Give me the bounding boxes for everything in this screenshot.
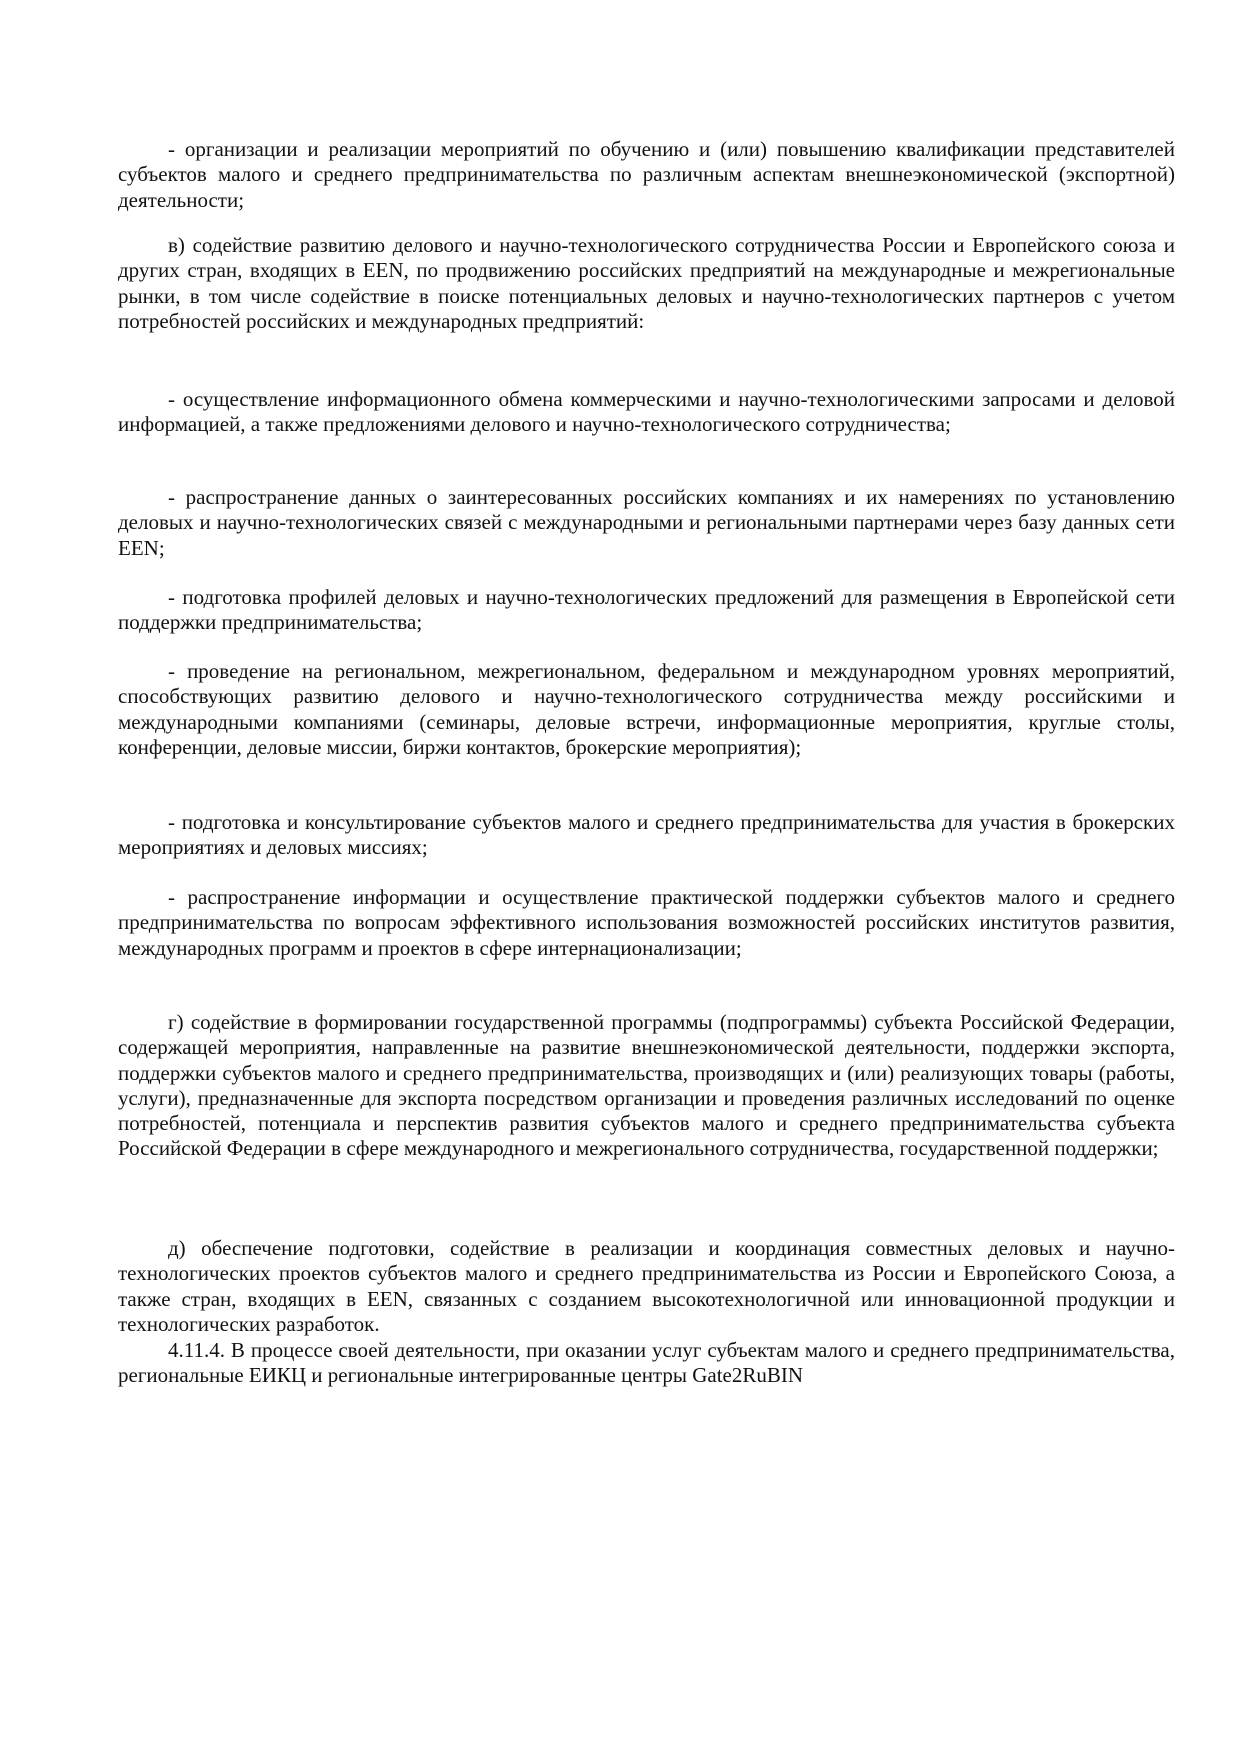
paragraph-info-exchange: - осуществление информационного обмена коммерческими и научно-технологическими запросами и деловой информацией, а также предложениями делового и научно-технологического сотрудничества;: [118, 387, 1175, 437]
paragraph-item-d: д) обеспечение подготовки, содействие в реализации и координация совместных деловых и научно-технологических проектов субъектов малого и среднего предпринимательства из России и Европейского Союза, а также стран, входящих в EEN, связанных с созданием высокотехнологичной или инновационной продукции и технологических разработок.: [118, 1236, 1175, 1336]
paragraph-training: - организации и реализации мероприятий по обучению и (или) повышению квалификации представителей субъектов малого и среднего предпринимательства по различным аспектам внешнеэкономической (экспортной) деятельности;: [118, 137, 1175, 212]
paragraph-item-g: г) содействие в формировании государственной программы (подпрограммы) субъекта Российской Федерации, содержащей мероприятия, направленные на развитие внешнеэкономической деятельности, поддержки экспорта, поддержки субъектов малого и среднего предпринимательства, производящих и (или) реализующих товары (работы, услуги), предназначенные для экспорта посредством организации и проведения различных исследований по оценке потребностей, потенциала и перспектив развития субъектов малого и среднего предпринимательства субъекта Российской Федерации в сфере международного и межрегионального сотрудничества, государственной поддержки;: [118, 1010, 1175, 1161]
paragraph-support: - распространение информации и осуществление практической поддержки субъектов малого и среднего предпринимательства по вопросам эффективного использования возможностей российских институтов развития, международных программ и проектов в сфере интернационализации;: [118, 885, 1175, 960]
paragraph-section-4-11-4: 4.11.4. В процессе своей деятельности, при оказании услуг субъектам малого и среднего предпринимательства, региональные ЕИКЦ и региональные интегрированные центры Gate2RuBIN: [118, 1338, 1175, 1388]
paragraph-data-distribution: - распространение данных о заинтересованных российских компаниях и их намерениях по установлению деловых и научно-технологических связей с международными и региональными партнерами через базу данных сети EEN;: [118, 485, 1175, 560]
paragraph-profiles: - подготовка профилей деловых и научно-технологических предложений для размещения в Европейской сети поддержки предпринимательства;: [118, 585, 1175, 635]
paragraph-item-v: в) содействие развитию делового и научно-технологического сотрудничества России и Европейского союза и других стран, входящих в EEN, по продвижению российских предприятий на международные и межрегиональные рынки, в том числе содействие в поиске потенциальных деловых и научно-технологических партнеров с учетом потребностей российских и международных предприятий:: [118, 233, 1175, 333]
paragraph-consulting: - подготовка и консультирование субъектов малого и среднего предпринимательства для участия в брокерских мероприятиях и деловых миссиях;: [118, 810, 1175, 860]
paragraph-events: - проведение на региональном, межрегиональном, федеральном и международном уровнях мероприятий, способствующих развитию делового и научно-технологического сотрудничества между российскими и международными компаниями (семинары, деловые встречи, информационные мероприятия, круглые столы, конференции, деловые миссии, биржи контактов, брокерские мероприятия);: [118, 659, 1175, 759]
